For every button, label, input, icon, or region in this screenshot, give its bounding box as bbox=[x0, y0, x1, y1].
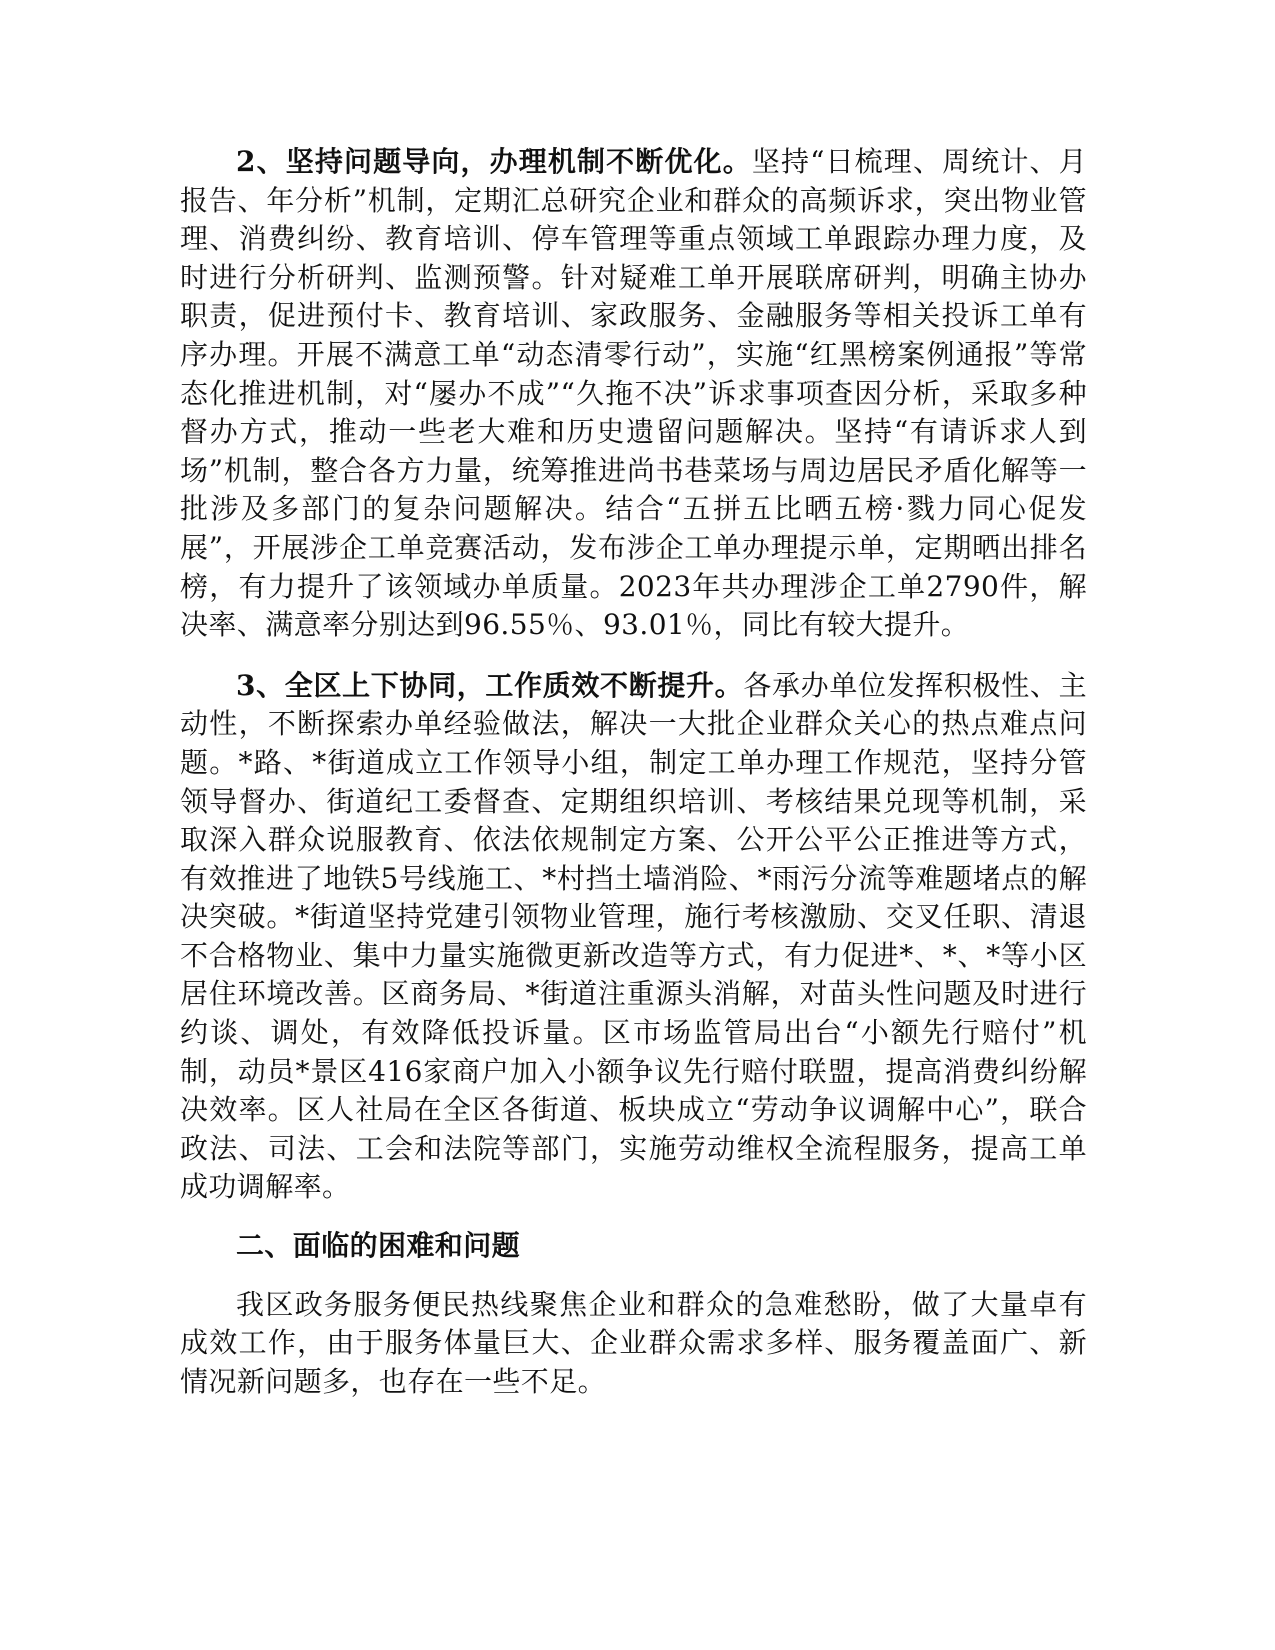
paragraph-body-problem-oriented: 坚持“日梳理、周统计、月报告、年分析”机制，定期汇总研究企业和群众的高频诉求，突出物业管理、消费纠纷、教育培训、停车管理等重点领域工单跟踪办理力度，及时进行分析研判、监测预警。针对疑难工单开展联席研判，明确主协办职责，促进预付卡、教育培训、家政服务、金融服务等相关投诉工单有序办理。开展不满意工单“动态清零行动”，实施“红黑榜案例通报”等常态化推进机制，对“屡办不成”“久拖不决”诉求事项查因分析，采取多种督办方式，推动一些老大难和历史遗留问题解决。坚持“有请诉求人到场”机制，整合各方力量，统筹推进尚书巷菜场与周边居民矛盾化解等一批涉及多部门的复杂问题解决。结合“五拼五比晒五榜·戮力同心促发展”，开展涉企工单竞赛活动，发布涉企工单办理提示单，定期晒出排名榜，有力提升了该领域办单质量。2023年共办理涉企工单2790件，解决率、满意率分别达到96.55％、93.01％，同比有较大提升。 bbox=[180, 145, 1087, 642]
paragraph-spacer bbox=[180, 1266, 1087, 1286]
paragraph-spacer bbox=[180, 1207, 1087, 1227]
document-body bbox=[180, 143, 1087, 1401]
paragraph-district-coordination bbox=[180, 667, 1087, 1207]
section-heading: 二、面临的困难和问题 bbox=[236, 1229, 521, 1263]
paragraph-lead-district-coordination: 3、全区上下协同，工作质效不断提升。 bbox=[236, 668, 744, 702]
paragraph-spacer bbox=[180, 645, 1087, 667]
paragraph-body-district-coordination: 各承办单位发挥积极性、主动性，不断探索办单经验做法，解决一大批企业群众关心的热点难点问题。*路、*街道成立工作领导小组，制定工单办理工作规范，坚持分管领导督办、街道纪工委督查、定期组织培训、考核结果兑现等机制，采取深入群众说服教育、依法依规制定方案、公开公平公正推进等方式，有效推进了地铁5号线施工、*村挡土墙消险、*雨污分流等难题堵点的解决突破。*街道坚持党建引领物业管理，施行考核激励、交叉任职、清退不合格物业、集中力量实施微更新改造等方式，有力促进*、*、*等小区居住环境改善。区商务局、*街道注重源头消解，对苗头性问题及时进行约谈、调处，有效降低投诉量。区市场监管局出台“小额先行赔付”机制，动员*景区416家商户加入小额争议先行赔付联盟，提高消费纠纷解决效率。区人社局在全区各街道、板块成立“劳动争议调解中心”，联合政法、司法、工会和法院等部门，实施劳动维权全流程服务，提高工单成功调解率。 bbox=[180, 668, 1087, 1204]
paragraph-problem-oriented bbox=[180, 143, 1087, 645]
paragraph-closing: 我区政务服务便民热线聚焦企业和群众的急难愁盼，做了大量卓有成效工作，由于服务体量巨大、企业群众需求多样、服务覆盖面广、新情况新问题多，也存在一些不足。 bbox=[180, 1287, 1087, 1398]
paragraph-lead-problem-oriented: 2、坚持问题导向，办理机制不断优化。 bbox=[236, 145, 752, 178]
